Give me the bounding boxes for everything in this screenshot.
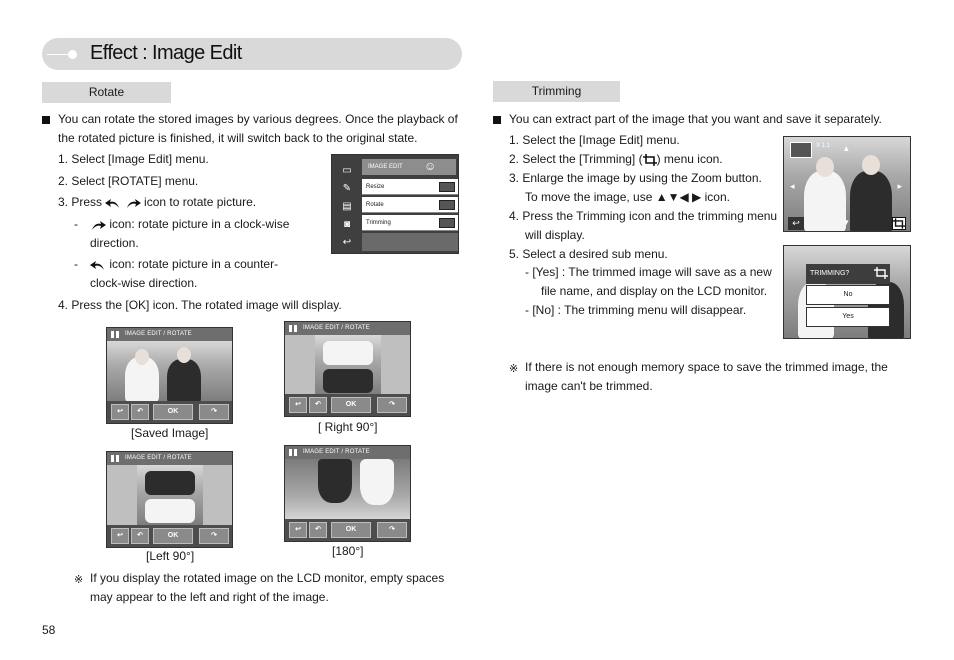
rotate-ccw-icon: ↶	[131, 528, 149, 544]
rotate-cw-icon: ↷	[377, 522, 407, 538]
rotate-intro-2: the rotated picture is finished, it will switch back to the original state.	[58, 131, 418, 145]
ok-button: OK	[153, 528, 193, 544]
rotate-cw-icon: ↷	[199, 528, 229, 544]
menu-item-resize: Resize	[362, 179, 458, 195]
trimming-step-5: 5. Select a desired sub menu.	[509, 247, 668, 261]
header-dot	[68, 50, 77, 59]
rotate-note-2: may appear to the left and right of the image.	[90, 590, 329, 604]
caption-saved: [Saved Image]	[131, 426, 209, 440]
zoom-level: X 1.1	[816, 143, 831, 149]
wedding-photo-upside-down	[285, 459, 411, 521]
rotate-cw-icon	[90, 219, 106, 231]
rotate-menu-icon	[439, 200, 455, 210]
trimming-step-1: 1. Select the [Image Edit] menu.	[509, 133, 680, 147]
rotate-ccw-icon: ↶	[131, 404, 149, 420]
screen-title: IMAGE EDIT / ROTATE	[285, 446, 410, 459]
caption-left: [Left 90°]	[146, 549, 195, 563]
rotate-section-label: Rotate	[42, 82, 171, 103]
bullet-square	[493, 116, 501, 124]
left-90-screen	[106, 451, 233, 548]
rotate-180-screen	[284, 445, 411, 542]
back-icon: ↩	[111, 404, 129, 420]
trimming-no: - [No] : The trimming menu will disappear.	[525, 303, 747, 317]
bullet-square	[42, 116, 50, 124]
rotate-step-3-a: 3. Press	[58, 195, 103, 209]
rotate-ccw-icon: ↶	[309, 522, 327, 538]
rotate-step-2: 2. Select [ROTATE] menu.	[58, 174, 199, 188]
rotate-note-1: If you display the rotated image on the LCD monitor, empty spaces	[90, 571, 445, 585]
arrow-down-icon: ▾	[844, 217, 849, 227]
menu-item-rotate: Rotate	[362, 197, 458, 213]
trimming-step-3a: 3. Enlarge the image by using the Zoom button.	[509, 171, 762, 185]
control-bar	[107, 525, 232, 547]
menu-screen-title: IMAGE EDIT	[362, 159, 456, 175]
caption-right: [ Right 90°]	[318, 420, 378, 434]
ok-button: OK	[331, 522, 371, 538]
trimming-intro: You can extract part of the image that you want and save it separately.	[509, 112, 882, 126]
trimming-note-2: image can't be trimmed.	[525, 379, 653, 393]
control-bar	[285, 519, 410, 541]
trimming-yes-a: - [Yes] : The trimmed image will save as a new	[525, 265, 772, 279]
screen-title: IMAGE EDIT / ROTATE	[285, 322, 410, 335]
trimming-step-4a: 4. Press the Trimming icon and the trimming menu	[509, 209, 778, 223]
playback-icon: ▭	[342, 165, 352, 176]
menu-empty-row	[362, 233, 458, 251]
trimming-section-label: Trimming	[493, 81, 620, 102]
resize-icon	[439, 182, 455, 192]
trimming-note-1: If there is not enough memory space to save the trimmed image, the	[525, 360, 888, 374]
rotate-step-1: 1. Select [Image Edit] menu.	[58, 152, 209, 166]
rotate-step-4: 4. Press the [OK] icon. The rotated image will display.	[58, 298, 342, 312]
film-icon: ▤	[342, 201, 352, 212]
zoom-navigator	[790, 142, 812, 158]
camera-icon: ◙	[343, 219, 351, 230]
back-icon: ↩	[289, 397, 307, 413]
rotate-cw-icon: ↷	[377, 397, 407, 413]
rotate-cw-desc	[90, 215, 289, 234]
rotate-cw-icon	[125, 197, 141, 209]
rotate-intro-1: You can rotate the stored images by various degrees. Once the playback of	[58, 112, 458, 126]
dialog-title: TRIMMING?	[806, 264, 890, 284]
rotate-cw-desc-a: icon: rotate picture in a clock-wise	[109, 217, 290, 231]
trim-menu-icon	[439, 218, 455, 228]
rotate-ccw-desc	[90, 255, 278, 274]
back-icon: ↩	[788, 217, 804, 230]
rotate-cw-desc-b: direction.	[90, 236, 139, 250]
dash: -	[74, 217, 78, 231]
trim-icon	[643, 154, 657, 166]
control-bar	[285, 394, 410, 416]
rotate-step-3-b: icon to rotate picture.	[144, 195, 257, 209]
arrow-left-icon: ◂	[790, 181, 795, 191]
wedding-photo-rotated	[137, 465, 203, 527]
ok-button: OK	[331, 397, 371, 413]
trimming-step-4b: will display.	[525, 228, 585, 242]
dialog-no-option: No	[806, 285, 890, 305]
dialog-yes-option: Yes	[806, 307, 890, 327]
ok-button: OK	[153, 404, 193, 420]
wedding-photo	[107, 341, 233, 403]
trim-button-icon	[892, 217, 906, 230]
note-mark: ※	[509, 363, 519, 375]
rotate-ccw-icon	[105, 197, 121, 209]
rotate-cw-icon: ↷	[199, 404, 229, 420]
menu-item-trimming: Trimming	[362, 215, 458, 231]
back-icon: ↩	[342, 237, 352, 248]
caption-180: [180°]	[332, 544, 364, 558]
effect-icon: ✎	[342, 183, 352, 194]
rotate-ccw-icon: ↶	[309, 397, 327, 413]
rotate-ccw-icon	[90, 259, 106, 271]
trimming-dialog-screen	[783, 245, 911, 339]
dash: -	[74, 257, 78, 271]
back-icon: ↩	[111, 528, 129, 544]
wedding-photo-rotated	[315, 335, 381, 397]
page-number: 58	[42, 623, 56, 637]
zoom-screen	[783, 136, 911, 232]
page-title: Effect : Image Edit	[90, 42, 242, 64]
trimming-step-2: 2. Select the [Trimming] ( ) menu icon.	[509, 152, 723, 166]
right-90-screen	[284, 321, 411, 417]
image-edit-menu-screen	[331, 154, 459, 254]
trim-icon	[874, 266, 888, 283]
screen-title: IMAGE EDIT / ROTATE	[107, 328, 232, 341]
saved-image-screen	[106, 327, 233, 424]
screen-title: IMAGE EDIT / ROTATE	[107, 452, 232, 465]
note-mark: ※	[74, 574, 84, 586]
control-bar	[107, 401, 232, 423]
arrow-up-icon: ▴	[844, 143, 849, 153]
arrow-right-icon: ▸	[897, 181, 902, 191]
rotate-ccw-desc-b: clock-wise direction.	[90, 276, 198, 290]
back-icon: ↩	[289, 522, 307, 538]
trimming-yes-b: file name, and display on the LCD monitor.	[541, 284, 768, 298]
rotate-ccw-desc-a: icon: rotate picture in a counter-	[109, 257, 279, 271]
trimming-step-3b: To move the image, use ▲▼◀ ▶ icon.	[525, 190, 730, 204]
trim-icon	[893, 218, 905, 229]
face-icon: ☺	[424, 159, 437, 173]
rotate-step-3	[58, 193, 256, 212]
